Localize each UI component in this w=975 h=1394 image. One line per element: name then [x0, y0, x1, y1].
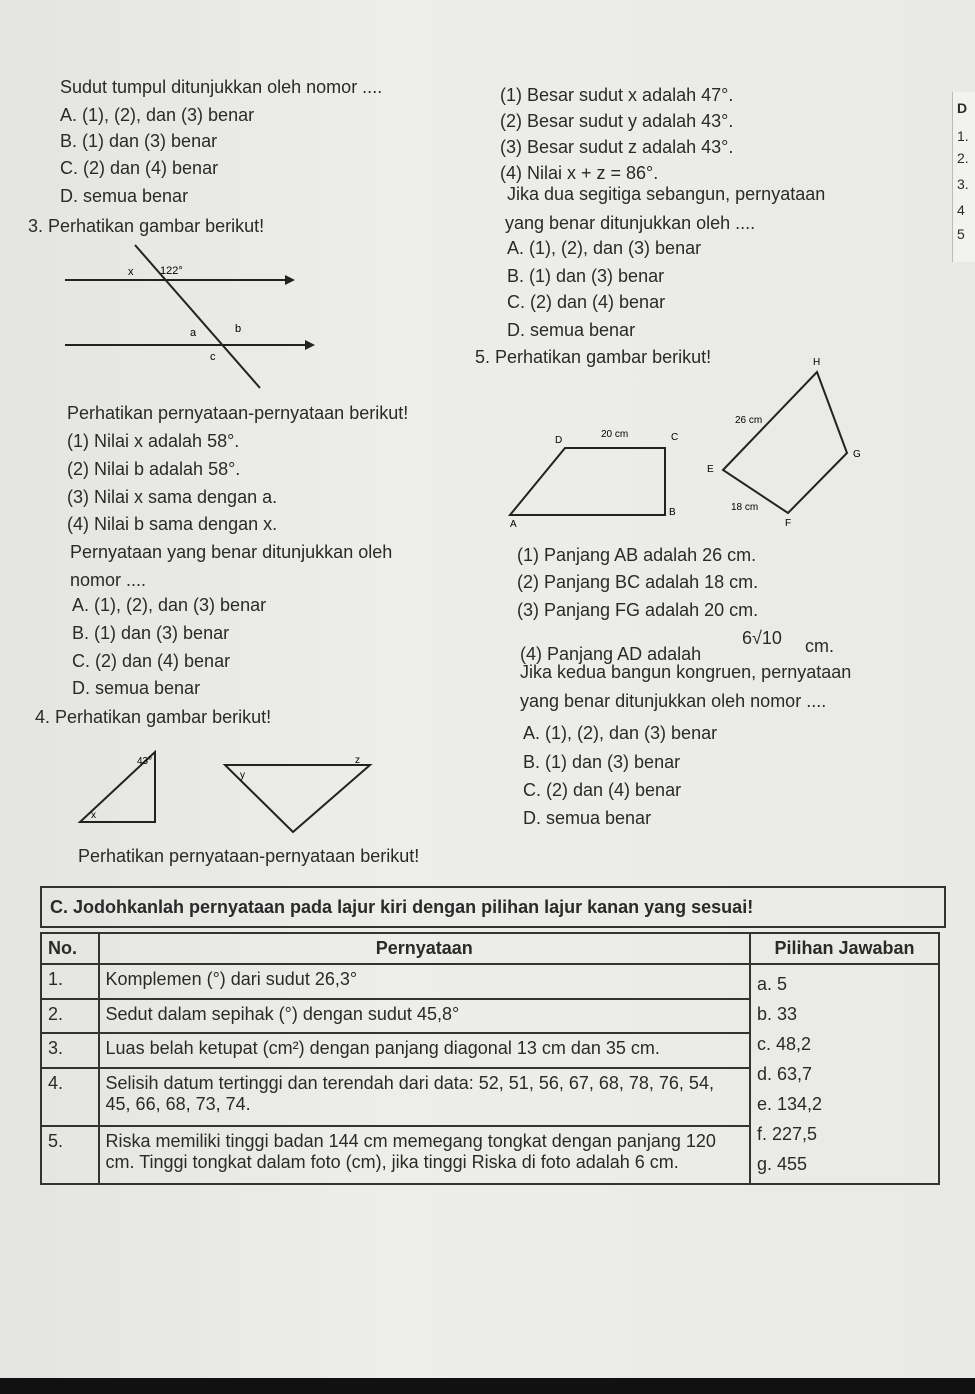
choice-d: d. 63,7 — [756, 1064, 812, 1084]
q3-option-d: D. semua benar — [72, 678, 201, 698]
q5-statement-3: (3) Panjang FG adalah 20 cm. — [517, 600, 759, 620]
choice-c: c. 48,2 — [756, 1034, 811, 1054]
q2-option-b: B. (1) dan (3) benar — [60, 131, 218, 151]
q3-statement-1: (1) Nilai x adalah 58°. — [67, 431, 240, 451]
q5-trapezoids-figure — [505, 350, 875, 540]
q3-label-a: a — [190, 327, 197, 339]
q3-label-122: 122° — [160, 265, 183, 277]
matching-table — [40, 932, 940, 1185]
edge-label-d: D — [957, 100, 968, 116]
row-number: 5. — [41, 1126, 99, 1184]
row-statement: Luas belah ketupat (cm²) dengan panjang diagonal 13 cm dan 35 cm. — [99, 1033, 750, 1068]
q3-label-x: x — [128, 266, 134, 278]
section-c-title: C. Jodohkanlah pernyataan pada lajur kiri dengan pilihan lajur kanan yang sesuai! — [40, 886, 946, 928]
q5-label-18cm: 18 cm — [731, 502, 759, 513]
q3-title: 3. Perhatikan gambar berikut! — [28, 216, 265, 236]
q2-option-d: D. semua benar — [60, 186, 189, 206]
row-statement: Riska memiliki tinggi badan 144 cm memegang tongkat dengan panjang 120 cm. Tinggi tongkat dalam foto (cm), jika tinggi Riska di foto adalah 6 cm. — [99, 1126, 750, 1184]
q3-question-line2: nomor .... — [70, 570, 147, 590]
q3-option-c: C. (2) dan (4) benar — [72, 651, 231, 671]
q5-label-g: G — [853, 449, 861, 460]
row-number: 4. — [41, 1068, 99, 1126]
q4-option-b: B. (1) dan (3) benar — [507, 266, 665, 286]
q4-option-d: D. semua benar — [507, 320, 636, 340]
q3-statement-4: (4) Nilai b sama dengan x. — [67, 514, 278, 534]
q3-label-c: c — [210, 351, 216, 363]
row-statement: Sedut dalam sepihak (°) dengan sudut 45,8° — [99, 999, 750, 1034]
row-number: 3. — [41, 1033, 99, 1068]
q5-ad-unit: cm. — [805, 636, 834, 656]
q5-statement-2: (2) Panjang BC adalah 18 cm. — [517, 572, 759, 592]
q5-label-f: F — [785, 518, 792, 529]
q2-prompt: Sudut tumpul ditunjukkan oleh nomor .... — [60, 77, 383, 97]
q5-label-e: E — [707, 464, 714, 475]
q5-option-b: B. (1) dan (3) benar — [523, 752, 681, 772]
q5-label-c: C — [671, 432, 679, 443]
header-no: No. — [41, 933, 99, 964]
q4-option-c: C. (2) dan (4) benar — [507, 292, 666, 312]
q4-statement-2: (2) Besar sudut y adalah 43°. — [500, 111, 734, 131]
answer-choices — [750, 964, 939, 1184]
q4-question-line2: yang benar ditunjukkan oleh .... — [505, 213, 756, 233]
q3-option-a: A. (1), (2), dan (3) benar — [72, 595, 267, 615]
q2-option-c: C. (2) dan (4) benar — [60, 158, 219, 178]
photo-bottom-edge — [0, 1378, 975, 1394]
q5-ad-value: 6√10 — [742, 628, 782, 648]
q4-statement-1: (1) Besar sudut x adalah 47°. — [500, 85, 734, 105]
q5-question-line1: Jika kedua bangun kongruen, pernyataan — [520, 662, 852, 682]
q4-label-y: y — [240, 770, 245, 781]
q5-label-20cm: 20 cm — [601, 429, 629, 440]
q5-label-26cm: 26 cm — [735, 415, 763, 426]
q4-option-a: A. (1), (2), dan (3) benar — [507, 238, 702, 258]
q4-label-z: z — [355, 755, 360, 766]
q4-title: 4. Perhatikan gambar berikut! — [35, 707, 272, 727]
row-statement: Selisih datum tertinggi dan terendah dari data: 52, 51, 56, 67, 68, 78, 76, 54, 45, 66, 68, 73, 74. — [99, 1068, 750, 1126]
row-statement: Komplemen (°) dari sudut 26,3° — [99, 964, 750, 999]
q5-statement-4: (4) Panjang AD adalah — [520, 644, 702, 664]
q3-option-b: B. (1) dan (3) benar — [72, 623, 230, 643]
choice-a: a. 5 — [756, 974, 787, 994]
edge-label-2: 2. — [957, 150, 969, 166]
q4-statement-3: (3) Besar sudut z adalah 43°. — [500, 137, 734, 157]
edge-label-3: 3. — [957, 176, 969, 192]
q5-label-a: A — [510, 519, 517, 530]
q5-option-a: A. (1), (2), dan (3) benar — [523, 723, 718, 743]
edge-label-4: 4 — [957, 202, 965, 218]
q3-question-line1: Pernyataan yang benar ditunjukkan oleh — [70, 542, 393, 562]
q5-question-line2: yang benar ditunjukkan oleh nomor .... — [520, 691, 827, 711]
q3-parallel-lines-figure — [60, 240, 320, 390]
row-number: 1. — [41, 964, 99, 999]
header-statement: Pernyataan — [99, 933, 750, 964]
q5-option-d: D. semua benar — [523, 808, 652, 828]
q3-label-b: b — [235, 323, 242, 335]
q3-statement-2: (2) Nilai b adalah 58°. — [67, 459, 241, 479]
q2-option-a: A. (1), (2), dan (3) benar — [60, 105, 255, 125]
q3-intro: Perhatikan pernyataan-pernyataan berikut! — [67, 403, 409, 423]
edge-label-1: 1. — [957, 128, 969, 144]
q4-intro: Perhatikan pernyataan-pernyataan berikut! — [78, 846, 420, 866]
q5-label-b: B — [669, 507, 676, 518]
choice-g: g. 455 — [756, 1154, 807, 1174]
q4-question-line1: Jika dua segitiga sebangun, pernyataan — [507, 184, 826, 204]
q5-label-d: D — [555, 435, 563, 446]
q3-statement-3: (3) Nilai x sama dengan a. — [67, 487, 278, 507]
q4-statement-4: (4) Nilai x + z = 86°. — [500, 163, 659, 183]
q4-label-43: 43° — [137, 756, 153, 767]
q5-label-h: H — [813, 357, 821, 368]
edge-label-5: 5 — [957, 226, 965, 242]
q5-option-c: C. (2) dan (4) benar — [523, 780, 682, 800]
adjacent-page-edge — [952, 92, 975, 262]
row-number: 2. — [41, 999, 99, 1034]
q4-label-x: x — [91, 810, 96, 821]
choice-b: b. 33 — [756, 1004, 797, 1024]
choice-e: e. 134,2 — [756, 1094, 822, 1114]
header-answer: Pilihan Jawaban — [750, 933, 939, 964]
q4-triangles-figure — [75, 750, 375, 840]
choice-f: f. 227,5 — [756, 1124, 817, 1144]
q5-title: 5. Perhatikan gambar berikut! — [475, 347, 712, 367]
q5-statement-1: (1) Panjang AB adalah 26 cm. — [517, 545, 757, 565]
table-row — [41, 964, 939, 999]
